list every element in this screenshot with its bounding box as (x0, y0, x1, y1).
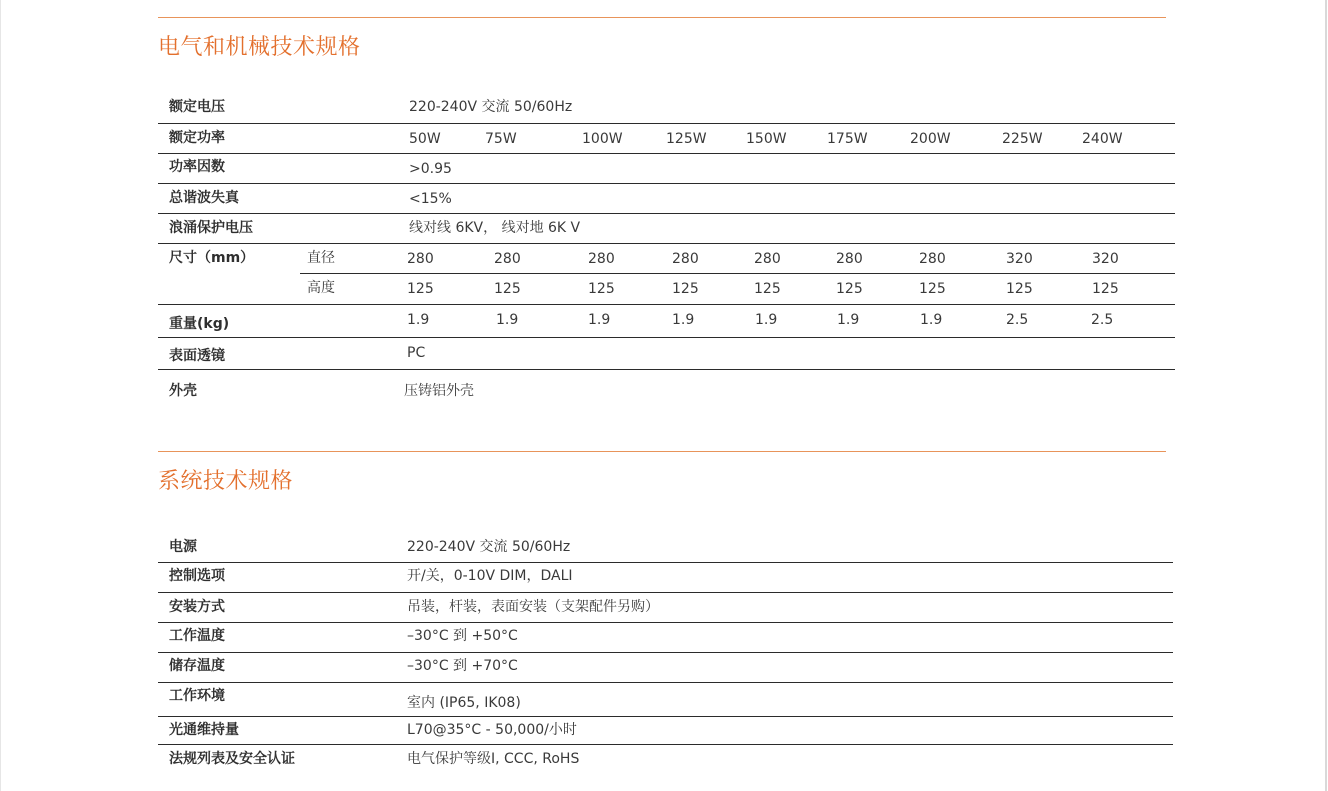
row-label: 控制选项 (169, 568, 225, 584)
row-label: 表面透镜 (169, 348, 225, 364)
weight-cell: 1.9 (755, 312, 778, 328)
row-divider (158, 337, 1175, 338)
row-value: –30°C 到 +50°C (407, 628, 518, 644)
row-label: 功率因数 (169, 159, 225, 175)
row-value: PC (407, 345, 426, 361)
diameter-cell: 280 (588, 251, 615, 267)
diameter-cell: 280 (754, 251, 781, 267)
diameter-cell: 320 (1006, 251, 1033, 267)
row-divider (158, 652, 1173, 653)
section-divider (158, 451, 1166, 452)
row-divider (158, 123, 1175, 124)
height-cell: 125 (672, 281, 699, 297)
row-value: <15% (409, 191, 452, 207)
weight-cell: 1.9 (920, 312, 943, 328)
sub-row-divider (300, 273, 1175, 274)
sub-row-label: 直径 (307, 250, 335, 266)
height-cell: 125 (919, 281, 946, 297)
row-divider (158, 682, 1173, 683)
page-left-edge (0, 0, 1, 791)
row-label: 安装方式 (169, 599, 225, 615)
row-label: 尺寸（mm） (169, 250, 255, 266)
row-divider (158, 304, 1175, 305)
height-cell: 125 (836, 281, 863, 297)
weight-cell: 2.5 (1091, 312, 1114, 328)
row-value: >0.95 (409, 161, 452, 177)
row-label: 光通维持量 (169, 722, 239, 738)
row-label: 额定电压 (169, 99, 225, 115)
row-divider (158, 369, 1175, 370)
page-right-edge (1325, 0, 1327, 791)
diameter-cell: 280 (407, 251, 434, 267)
row-label: 额定功率 (169, 130, 225, 146)
row-divider (158, 744, 1173, 745)
diameter-cell: 280 (494, 251, 521, 267)
row-label: 工作温度 (169, 628, 225, 644)
row-value: 电气保护等级I, CCC, RoHS (407, 751, 580, 767)
weight-cell: 1.9 (672, 312, 695, 328)
sub-row-label: 高度 (307, 280, 335, 296)
row-divider (158, 592, 1173, 593)
weight-cell: 1.9 (588, 312, 611, 328)
height-cell: 125 (754, 281, 781, 297)
row-label: 浪涌保护电压 (169, 220, 253, 236)
weight-cell: 1.9 (407, 312, 430, 328)
row-divider (158, 183, 1175, 184)
row-value: 线对线 6KV， 线对地 6K V (409, 220, 581, 236)
row-value: 室内 (IP65, IK08) (407, 695, 521, 711)
section-divider (158, 17, 1166, 18)
weight-cell: 2.5 (1006, 312, 1029, 328)
row-value: 吊装，杆装，表面安装（支架配件另购） (407, 599, 659, 615)
row-label: 储存温度 (169, 658, 225, 674)
row-label: 工作环境 (169, 688, 225, 704)
height-cell: 125 (588, 281, 615, 297)
row-label: 重量(kg) (169, 316, 230, 332)
power-cell: 150W (746, 131, 787, 147)
row-divider (158, 243, 1175, 244)
row-label: 总谐波失真 (169, 190, 239, 206)
row-label: 外壳 (169, 383, 197, 399)
diameter-cell: 280 (672, 251, 699, 267)
power-cell: 75W (485, 131, 517, 147)
row-divider (158, 153, 1175, 154)
row-label: 电源 (169, 539, 197, 555)
row-divider (158, 213, 1175, 214)
section-title: 电气和机械技术规格 (158, 35, 361, 60)
row-divider (158, 716, 1173, 717)
power-cell: 175W (827, 131, 868, 147)
height-cell: 125 (407, 281, 434, 297)
row-value: 220-240V 交流 50/60Hz (407, 539, 571, 555)
row-value: 220-240V 交流 50/60Hz (409, 99, 573, 115)
height-cell: 125 (1006, 281, 1033, 297)
row-divider (158, 562, 1173, 563)
row-value: –30°C 到 +70°C (407, 658, 518, 674)
height-cell: 125 (1092, 281, 1119, 297)
power-cell: 100W (582, 131, 623, 147)
row-value: 开/关，0-10V DIM，DALI (407, 568, 573, 584)
power-cell: 240W (1082, 131, 1123, 147)
row-divider (158, 622, 1173, 623)
diameter-cell: 280 (919, 251, 946, 267)
power-cell: 200W (910, 131, 951, 147)
height-cell: 125 (494, 281, 521, 297)
power-cell: 50W (409, 131, 441, 147)
row-value: 压铸铝外壳 (404, 383, 474, 399)
row-value: L70@35°C - 50,000/小时 (407, 722, 577, 738)
diameter-cell: 320 (1092, 251, 1119, 267)
power-cell: 125W (666, 131, 707, 147)
power-cell: 225W (1002, 131, 1043, 147)
row-label: 法规列表及安全认证 (169, 751, 295, 767)
diameter-cell: 280 (836, 251, 863, 267)
weight-cell: 1.9 (496, 312, 519, 328)
section-title: 系统技术规格 (158, 469, 294, 494)
weight-cell: 1.9 (837, 312, 860, 328)
